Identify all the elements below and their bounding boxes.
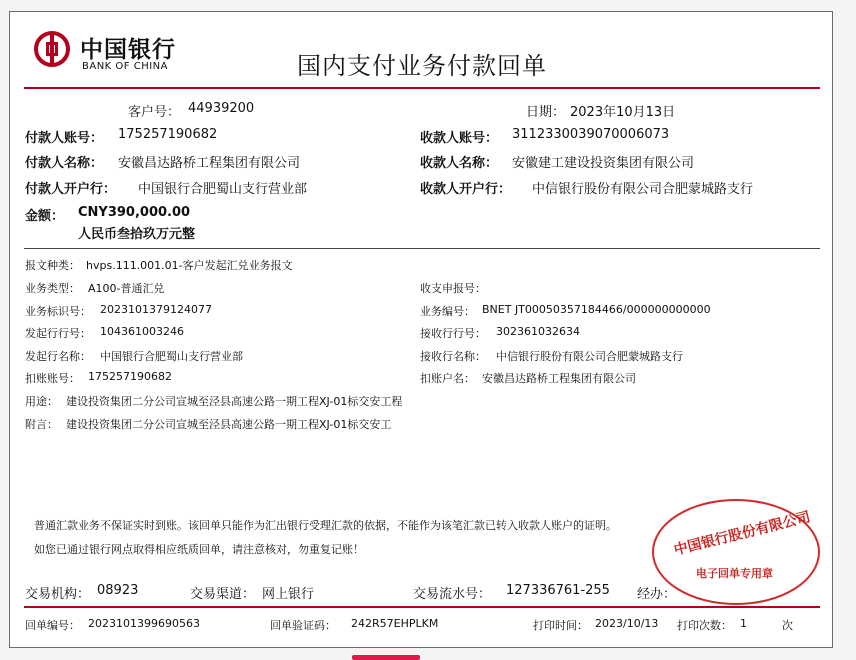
biz-id: 2023101379124077	[100, 303, 212, 316]
send-bank-name: 中国银行合肥蜀山支行营业部	[100, 350, 243, 363]
purpose-label: 用途：	[25, 395, 58, 408]
payee-account-label: 收款人账号：	[420, 131, 499, 146]
recv-bank-no-label: 接收行行号：	[420, 327, 486, 340]
print-count-label: 打印次数：	[677, 619, 732, 632]
txn-channel-label: 交易渠道：	[190, 587, 256, 602]
debit-name-label: 扣账户名：	[420, 372, 475, 385]
txn-serial-label: 交易流水号：	[413, 587, 492, 602]
date-value: 2023年10月13日	[570, 105, 676, 120]
electronic-seal	[652, 499, 820, 605]
bank-name-en: BANK OF CHINA	[82, 61, 168, 72]
send-bank-name-label: 发起行名称：	[25, 350, 91, 363]
recv-bank-name: 中信银行股份有限公司合肥蒙城路支行	[496, 350, 683, 363]
seal-bottom-text: 电子回单专用章	[696, 567, 773, 580]
txn-org-label: 交易机构：	[25, 587, 91, 602]
biz-no-label: 业务编号：	[420, 305, 475, 318]
payee-bank-label: 收款人开户行：	[420, 182, 512, 197]
debit-name: 安徽昌达路桥工程集团有限公司	[482, 372, 636, 385]
biz-type-label: 业务类型：	[25, 282, 80, 295]
bottom-tab-indicator[interactable]	[352, 655, 420, 660]
msg-type: hvps.111.001.01-客户发起汇兑业务报文	[86, 259, 293, 272]
print-count-unit: 次	[782, 619, 793, 632]
note-line-2: 如您已通过银行网点取得相应纸质回单，请注意核对，勿重复记账！	[34, 543, 364, 556]
receipt-no: 2023101399690563	[88, 617, 200, 630]
amount-divider	[24, 248, 820, 249]
memo-label: 附言：	[25, 418, 58, 431]
payee-name: 安徽建工建设投资集团有限公司	[512, 156, 695, 171]
debit-acct-label: 扣账账号：	[25, 372, 80, 385]
seal-top-text: 中国银行股份有限公司	[672, 509, 813, 559]
biz-id-label: 业务标识号：	[25, 305, 91, 318]
print-time: 2023/10/13	[595, 617, 659, 630]
document-title: 国内支付业务付款回单	[297, 52, 547, 80]
debit-acct: 175257190682	[88, 370, 172, 383]
recv-bank-no: 302361032634	[496, 325, 580, 338]
note-line-1: 普通汇款业务不保证实时到账。该回单只能作为汇出银行受理汇款的依据，不能作为该笔汇款已转入收款人账户的证明。	[34, 519, 617, 532]
verify-code: 242R57EHPLKM	[351, 617, 439, 630]
payer-name-label: 付款人名称：	[25, 156, 104, 171]
verify-code-label: 回单验证码：	[270, 619, 336, 632]
amount-words: 人民币叁拾玖万元整	[78, 227, 196, 242]
decl-no-label: 收支申报号：	[420, 282, 486, 295]
txn-handler-label: 经办：	[637, 587, 677, 602]
date-label: 日期：	[526, 105, 566, 120]
payee-name-label: 收款人名称：	[420, 156, 499, 171]
amount-value: CNY390,000.00	[78, 205, 191, 220]
print-time-label: 打印时间：	[533, 619, 588, 632]
payee-account: 3112330039070006073	[512, 127, 670, 142]
payer-account: 175257190682	[118, 127, 218, 142]
memo: 建设投资集团二分公司宣城至泾县高速公路一期工程XJ-01标交安工	[66, 418, 392, 431]
receipt-no-label: 回单编号：	[25, 619, 80, 632]
purpose: 建设投资集团二分公司宣城至泾县高速公路一期工程XJ-01标交安工程	[66, 395, 403, 408]
bank-name-cn: 中国银行	[80, 36, 176, 63]
txn-org: 08923	[97, 583, 139, 598]
txn-channel: 网上银行	[262, 587, 315, 602]
print-count: 1	[740, 617, 747, 630]
customer-no-label: 客户号：	[128, 105, 181, 120]
msg-type-label: 报文种类：	[25, 259, 80, 272]
bank-logo-icon	[34, 31, 70, 67]
recv-bank-name-label: 接收行名称：	[420, 350, 486, 363]
header-divider	[24, 87, 820, 89]
biz-type: A100-普通汇兑	[88, 282, 165, 295]
send-bank-no: 104361003246	[100, 325, 184, 338]
payment-receipt	[9, 11, 833, 648]
payer-bank-label: 付款人开户行：	[25, 182, 117, 197]
biz-no: BNET JT00050357184466/000000000000	[482, 303, 711, 316]
amount-label: 金额：	[25, 209, 65, 224]
footer-divider	[24, 606, 820, 608]
send-bank-no-label: 发起行行号：	[25, 327, 91, 340]
payee-bank: 中信银行股份有限公司合肥蒙城路支行	[532, 182, 754, 197]
txn-serial: 127336761-255	[506, 583, 610, 598]
payer-bank: 中国银行合肥蜀山支行营业部	[138, 182, 308, 197]
payer-name: 安徽昌达路桥工程集团有限公司	[118, 156, 301, 171]
payer-account-label: 付款人账号：	[25, 131, 104, 146]
customer-no: 44939200	[188, 101, 255, 116]
